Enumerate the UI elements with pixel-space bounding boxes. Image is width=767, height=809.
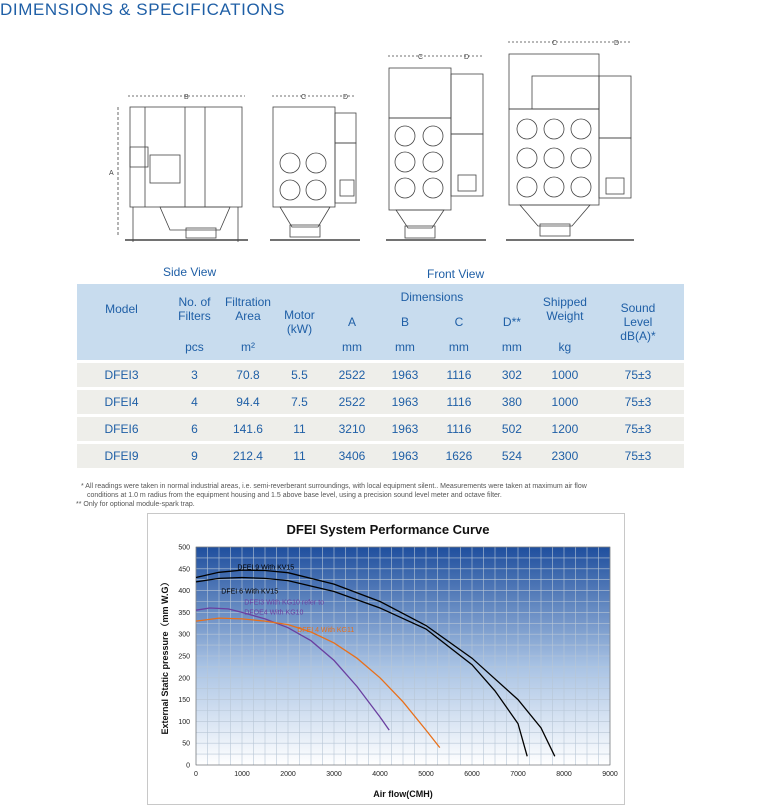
cell-filters: 4 <box>166 390 223 414</box>
header-dim-a: A <box>326 309 378 334</box>
cell-d: 302 <box>486 363 538 387</box>
x-axis-label: Air flow(CMH) <box>373 789 433 799</box>
cell-sound: 75±3 <box>592 444 684 468</box>
cell-weight: 2300 <box>538 444 592 468</box>
cell-motor: 7.5 <box>273 390 326 414</box>
series-label: DFEI3 With KG10 refer to <box>244 599 325 607</box>
y-tick-label: 400 <box>178 588 190 596</box>
y-tick-label: 500 <box>178 544 190 552</box>
table-row <box>77 444 684 468</box>
front-view-medium-drawing <box>386 56 486 240</box>
cell-weight: 1000 <box>538 363 592 387</box>
x-tick-label: 9000 <box>602 771 618 778</box>
front-view-large-drawing <box>506 42 634 240</box>
y-tick-label: 0 <box>186 762 190 770</box>
y-tick-label: 300 <box>178 631 190 639</box>
cell-d: 524 <box>486 444 538 468</box>
cell-c: 1116 <box>432 417 486 441</box>
cell-filters: 6 <box>166 417 223 441</box>
unit-b: mm <box>378 334 432 360</box>
header-shipped-weight: Shipped Weight <box>538 284 592 334</box>
dim-label-d-3: D <box>614 40 620 47</box>
footnote-1-line-2: conditions at 1.0 m radius from the equipment housing and 1.5 above base level, using a precision sound level meter and octave filter. <box>87 492 502 499</box>
cell-d: 502 <box>486 417 538 441</box>
table-row <box>77 390 684 414</box>
x-tick-label: 8000 <box>556 771 572 778</box>
y-axis-label: External Static pressure（mm W.G） <box>160 577 170 735</box>
series-label: DFOE4 With KG10 <box>244 609 304 617</box>
cell-a: 3406 <box>326 444 378 468</box>
x-tick-label: 4000 <box>372 771 388 778</box>
footnotes <box>76 482 686 509</box>
cell-weight: 1000 <box>538 390 592 414</box>
header-dim-c: C <box>432 309 486 334</box>
x-tick-label: 6000 <box>464 771 480 778</box>
series-label: DFEI 6 With KV15 <box>221 588 279 596</box>
dim-label-d-2: D <box>464 54 470 61</box>
dim-label-d-1: D <box>343 94 349 101</box>
header-dim-b: B <box>378 309 432 334</box>
cell-sound: 75±3 <box>592 363 684 387</box>
dim-label-c-2: C <box>418 54 424 61</box>
cell-model: DFEI6 <box>77 417 166 441</box>
dim-label-b: B <box>184 94 189 101</box>
chart-title: DFEI System Performance Curve <box>286 522 490 537</box>
y-tick-label: 350 <box>178 609 190 617</box>
cell-c: 1116 <box>432 390 486 414</box>
dim-label-c-3: C <box>552 40 558 47</box>
cell-area: 212.4 <box>223 444 273 468</box>
cell-filters: 3 <box>166 363 223 387</box>
table-row <box>77 417 684 441</box>
x-tick-label: 5000 <box>418 771 434 778</box>
performance-chart-svg <box>148 514 626 806</box>
performance-chart <box>147 513 625 805</box>
cell-b: 1963 <box>378 363 432 387</box>
unit-pcs: pcs <box>166 334 223 360</box>
cell-model: DFEI3 <box>77 363 166 387</box>
unit-a: mm <box>326 334 378 360</box>
series-label: DFEI 4 With KG11 <box>297 626 355 634</box>
header-filtration: Filtration Area <box>223 284 273 334</box>
cell-sound: 75±3 <box>592 390 684 414</box>
y-tick-label: 100 <box>178 718 190 726</box>
cell-motor: 11 <box>273 444 326 468</box>
footnote-2: ** Only for optional module-spark trap. <box>76 501 195 508</box>
footnote-1-line-1: * All readings were taken in normal industrial areas, i.e. semi-reverberant surroundings, with local equipment silent.. Measurements were taken at maximum air flow <box>81 483 587 490</box>
table-row <box>77 363 684 387</box>
cell-weight: 1200 <box>538 417 592 441</box>
front-view-label: Front View <box>427 267 485 281</box>
y-tick-label: 50 <box>182 740 190 748</box>
cell-motor: 11 <box>273 417 326 441</box>
unit-m2: m² <box>223 334 273 360</box>
technical-drawings <box>0 30 767 260</box>
cell-a: 3210 <box>326 417 378 441</box>
dim-label-a: A <box>109 170 114 177</box>
cell-model: DFEI4 <box>77 390 166 414</box>
x-tick-label: 7000 <box>510 771 526 778</box>
dim-label-c-1: C <box>301 94 307 101</box>
cell-area: 70.8 <box>223 363 273 387</box>
front-view-small-drawing <box>270 96 360 240</box>
cell-b: 1963 <box>378 417 432 441</box>
cell-motor: 5.5 <box>273 363 326 387</box>
unit-d: mm <box>486 334 538 360</box>
side-view-label: Side View <box>163 265 217 279</box>
header-dimensions: Dimensions <box>326 284 538 309</box>
cell-c: 1116 <box>432 363 486 387</box>
cell-b: 1963 <box>378 390 432 414</box>
page-heading: DIMENSIONS & SPECIFICATIONS <box>0 0 286 19</box>
cell-sound: 75±3 <box>592 417 684 441</box>
cell-c: 1626 <box>432 444 486 468</box>
x-tick-label: 1000 <box>234 771 250 778</box>
series-label: DFEI 9 With KV15 <box>237 564 295 572</box>
cell-area: 141.6 <box>223 417 273 441</box>
cell-model: DFEI9 <box>77 444 166 468</box>
cell-d: 380 <box>486 390 538 414</box>
side-view-drawing <box>118 96 248 242</box>
header-filters: No. of Filters <box>166 284 223 334</box>
specifications-table <box>77 284 684 468</box>
cell-a: 2522 <box>326 390 378 414</box>
header-sound-level: Sound Level dB(A)* <box>592 284 684 360</box>
y-tick-label: 250 <box>178 653 190 661</box>
cell-b: 1963 <box>378 444 432 468</box>
unit-kg: kg <box>538 334 592 360</box>
x-tick-label: 3000 <box>326 771 342 778</box>
header-motor: Motor (kW) <box>273 284 326 360</box>
cell-area: 94.4 <box>223 390 273 414</box>
y-tick-label: 450 <box>178 566 190 574</box>
header-model: Model <box>77 284 166 334</box>
cell-a: 2522 <box>326 363 378 387</box>
x-tick-label: 0 <box>194 771 198 778</box>
x-tick-label: 2000 <box>280 771 296 778</box>
header-dim-d: D** <box>486 309 538 334</box>
cell-filters: 9 <box>166 444 223 468</box>
y-tick-label: 150 <box>178 697 190 705</box>
unit-c: mm <box>432 334 486 360</box>
y-tick-label: 200 <box>178 675 190 683</box>
